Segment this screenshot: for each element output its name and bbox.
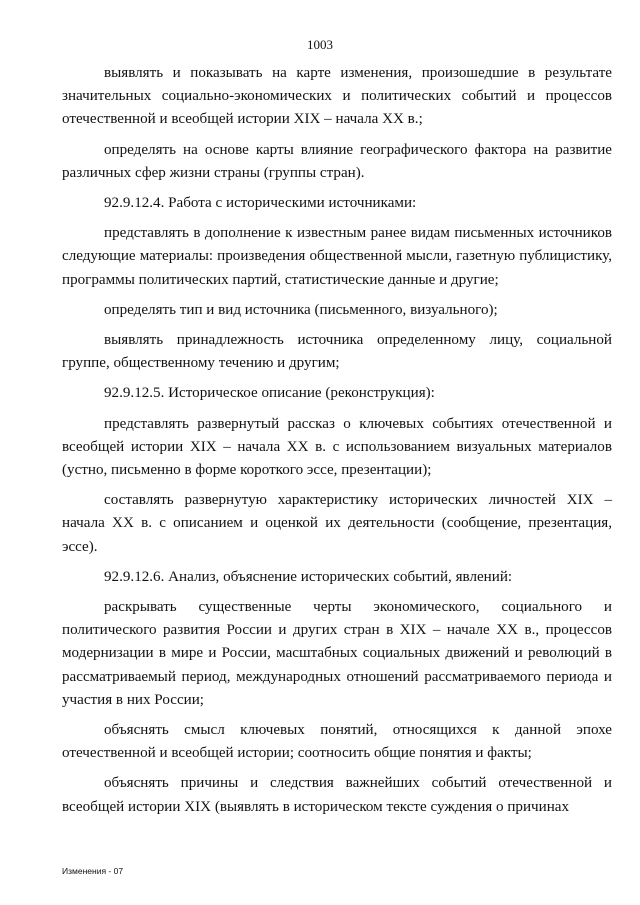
page-number: 1003 (307, 37, 333, 52)
section-heading: 92.9.12.5. Историческое описание (реконструкция): (104, 385, 435, 402)
paragraph: представлять развернутый рассказ о ключевых событиях отечественной и всеобщей истории XIX – начала XX в. с использованием визуальных материалов (устно, письменно в форме короткого эссе, презентации); (62, 415, 612, 479)
footer-note: Изменения - 07 (62, 866, 124, 876)
paragraph: представлять в дополнение к известным ранее видам письменных источников следующие материалы: произведения общественной мысли, газетную публицистику, программы политических партий, статистические данные и другие; (62, 225, 612, 288)
paragraph: определять на основе карты влияние географического фактора на развитие различных сфер жизни страны (группы стран). (62, 141, 612, 181)
paragraph: объяснять причины и следствия важнейших событий отечественной и всеобщей истории XIX (выявлять в историческом тексте суждения о причинах (62, 775, 612, 815)
section-heading: 92.9.12.4. Работа с историческими источниками: (104, 195, 417, 212)
paragraph: выявлять принадлежность источника определенному лицу, социальной группе, общественному течению и другим; (62, 332, 612, 372)
document-body (62, 62, 612, 826)
paragraph: выявлять и показывать на карте изменения, произошедшие в результате значительных социально-экономических и политических событий и процессов отечественной и всеобщей истории XIX – начала XX в.; (62, 65, 612, 128)
paragraph: определять тип и вид источника (письменного, визуального); (104, 301, 498, 318)
paragraph: раскрывать существенные черты экономического, социального и политического развития России и других стран в XIX – начале XX в., процессов модернизации в мире и России, масштабных социальных движений и революций в рассматриваемый период, международных отношений рассматриваемого периода и участия в них России; (62, 599, 612, 708)
section-heading: 92.9.12.6. Анализ, объяснение исторических событий, явлений: (104, 568, 513, 585)
paragraph: составлять развернутую характеристику исторических личностей XIX – начала XX в. с описанием и оценкой их деятельности (сообщение, презентация, эссе). (62, 492, 612, 555)
paragraph: объяснять смысл ключевых понятий, относящихся к данной эпохе отечественной и всеобщей истории; соотносить общие понятия и факты; (62, 722, 612, 762)
